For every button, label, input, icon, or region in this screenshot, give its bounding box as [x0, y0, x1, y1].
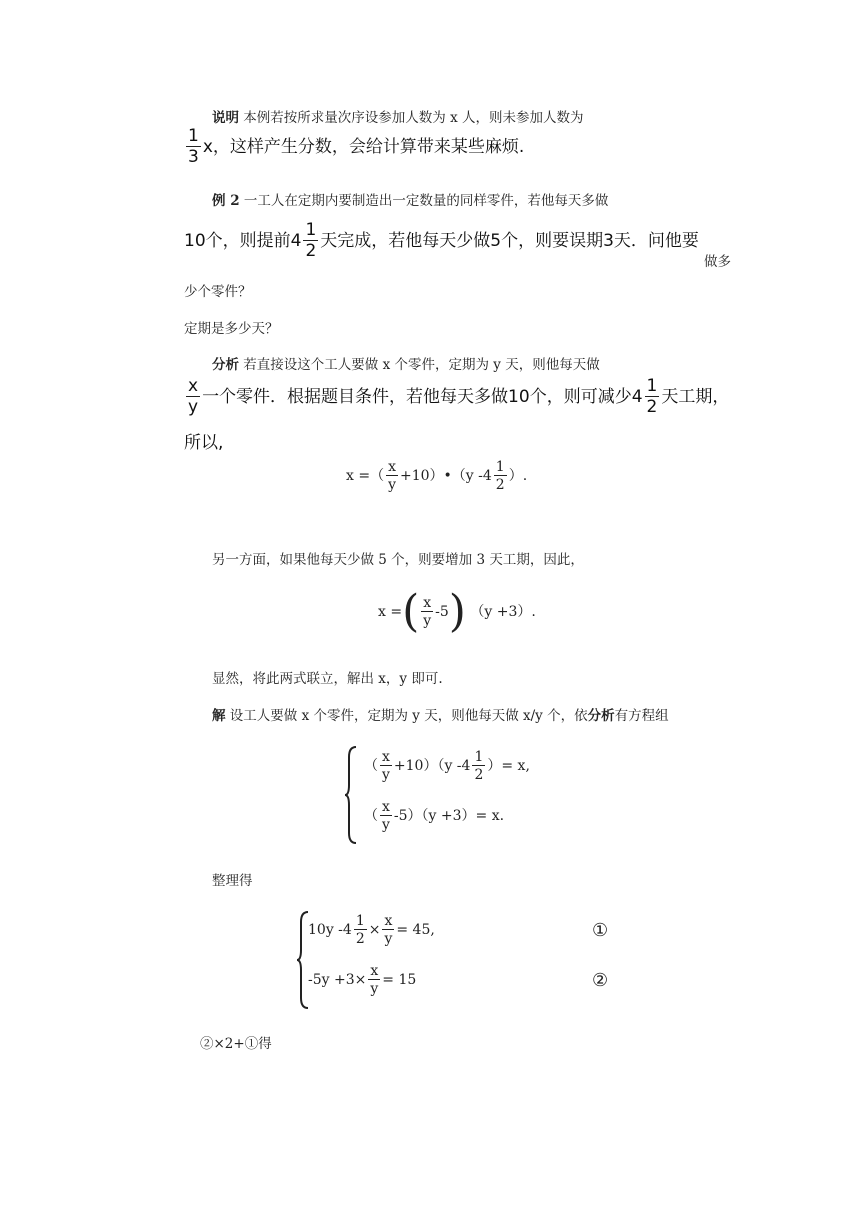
example2-line3: 少个零件？ [184, 284, 252, 300]
equation-marker-1: ① [592, 920, 609, 941]
arrange-text: 整理得 [212, 873, 253, 889]
note-paragraph-line1 [212, 106, 584, 126]
note-paragraph-line2 [184, 128, 524, 166]
system2-eq2: -5y +3× $\frac{x}{y}$ = 15 [308, 963, 417, 997]
solution-label: 解 [212, 708, 226, 724]
example2-text: 一工人在定期内要制造出一定数量的同样零件，若他每天多做 [243, 193, 609, 209]
note-after-fraction: x，这样产生分数，会给计算带来某些麻烦. [202, 137, 525, 157]
note-label: 说明 [212, 110, 239, 126]
fraction-x-over-y: $\frac{x}{y}$ [388, 459, 396, 493]
analysis-line3: 所以, [184, 433, 224, 453]
equation-2: x =( $\frac{x}{y}$ -5) （y +3）. [378, 586, 536, 637]
fraction-one-half: $\frac{1}{2}$ [646, 376, 658, 417]
analysis-line2: $\frac{x}{y}$ 一个零件．根据题目条件，若他每天多做10个，则可减少4 $\frac{1}{2}$ 天工期， [188, 376, 730, 417]
analysis-label: 分析 [212, 357, 239, 373]
fraction-x-over-y: $\frac{x}{y}$ [423, 595, 432, 629]
example2-line4: 定期是多少天？ [184, 321, 279, 337]
example2-line1 [212, 189, 608, 209]
right-paren-large: ) [448, 586, 466, 637]
fraction-x-over-y: $\frac{x}{y}$ [381, 749, 390, 783]
system1-eq2: （ $\frac{x}{y}$ -5）（y +3）= x. [364, 799, 505, 833]
fraction-x-over-y: $\frac{x}{y}$ [381, 799, 390, 833]
note-text: 本例若按所求量次序设参加人数为 x 人，则未参加人数为 [243, 110, 584, 126]
fraction-one-half: $\frac{1}{2}$ [355, 913, 365, 947]
analysis-line5: 显然，将此两式联立，解出 x，y 即可. [212, 671, 443, 687]
fraction-one-half: $\frac{1}{2}$ [305, 220, 317, 261]
example2-line2: 10个，则提前4 $\frac{1}{2}$ 天完成，若他每天少做5个，则要误期3天．问他要 [184, 220, 699, 261]
equation-marker-2: ② [592, 970, 609, 991]
analysis-line1: 分析 若直接设这个工人要做 x 个零件，定期为 y 天，则他每天做 [212, 357, 600, 373]
left-paren-large: ( [402, 586, 420, 637]
left-brace-icon [344, 745, 358, 845]
system1-eq1: （ $\frac{x}{y}$ +10）（y -4 $\frac{1}{2}$ ）= x, [364, 749, 530, 783]
analysis-line4: 另一方面，如果他每天少做 5 个，则要增加 3 天工期，因此， [212, 552, 584, 568]
example2-label: 例 2 [212, 193, 240, 209]
fraction-one-half: $\frac{1}{2}$ [495, 459, 505, 493]
fraction-x-over-y: $\frac{x}{y}$ [384, 913, 393, 947]
equation-1: x =（ $\frac{x}{y}$ +10）•（y -4 $\frac{1}{2}$ ）. [346, 459, 528, 493]
system2-eq1: 10y -4 $\frac{1}{2}$ × $\frac{x}{y}$ = 45, [308, 913, 435, 947]
solution-line1: 解 设工人要做 x 个零件，定期为 y 天，则他每天做 x/y 个，依分析有方程组 [212, 708, 669, 724]
fraction-one-third: $\frac{1}{3}$ [188, 126, 199, 167]
fraction-one-half: $\frac{1}{2}$ [474, 749, 484, 783]
fraction-x-over-y: $\frac{x}{y}$ [188, 376, 199, 417]
example2-line2-tail: 做多 [704, 254, 731, 270]
final-step-text: ②×2+①得 [200, 1036, 272, 1052]
fraction-x-over-y: $\frac{x}{y}$ [370, 963, 379, 997]
